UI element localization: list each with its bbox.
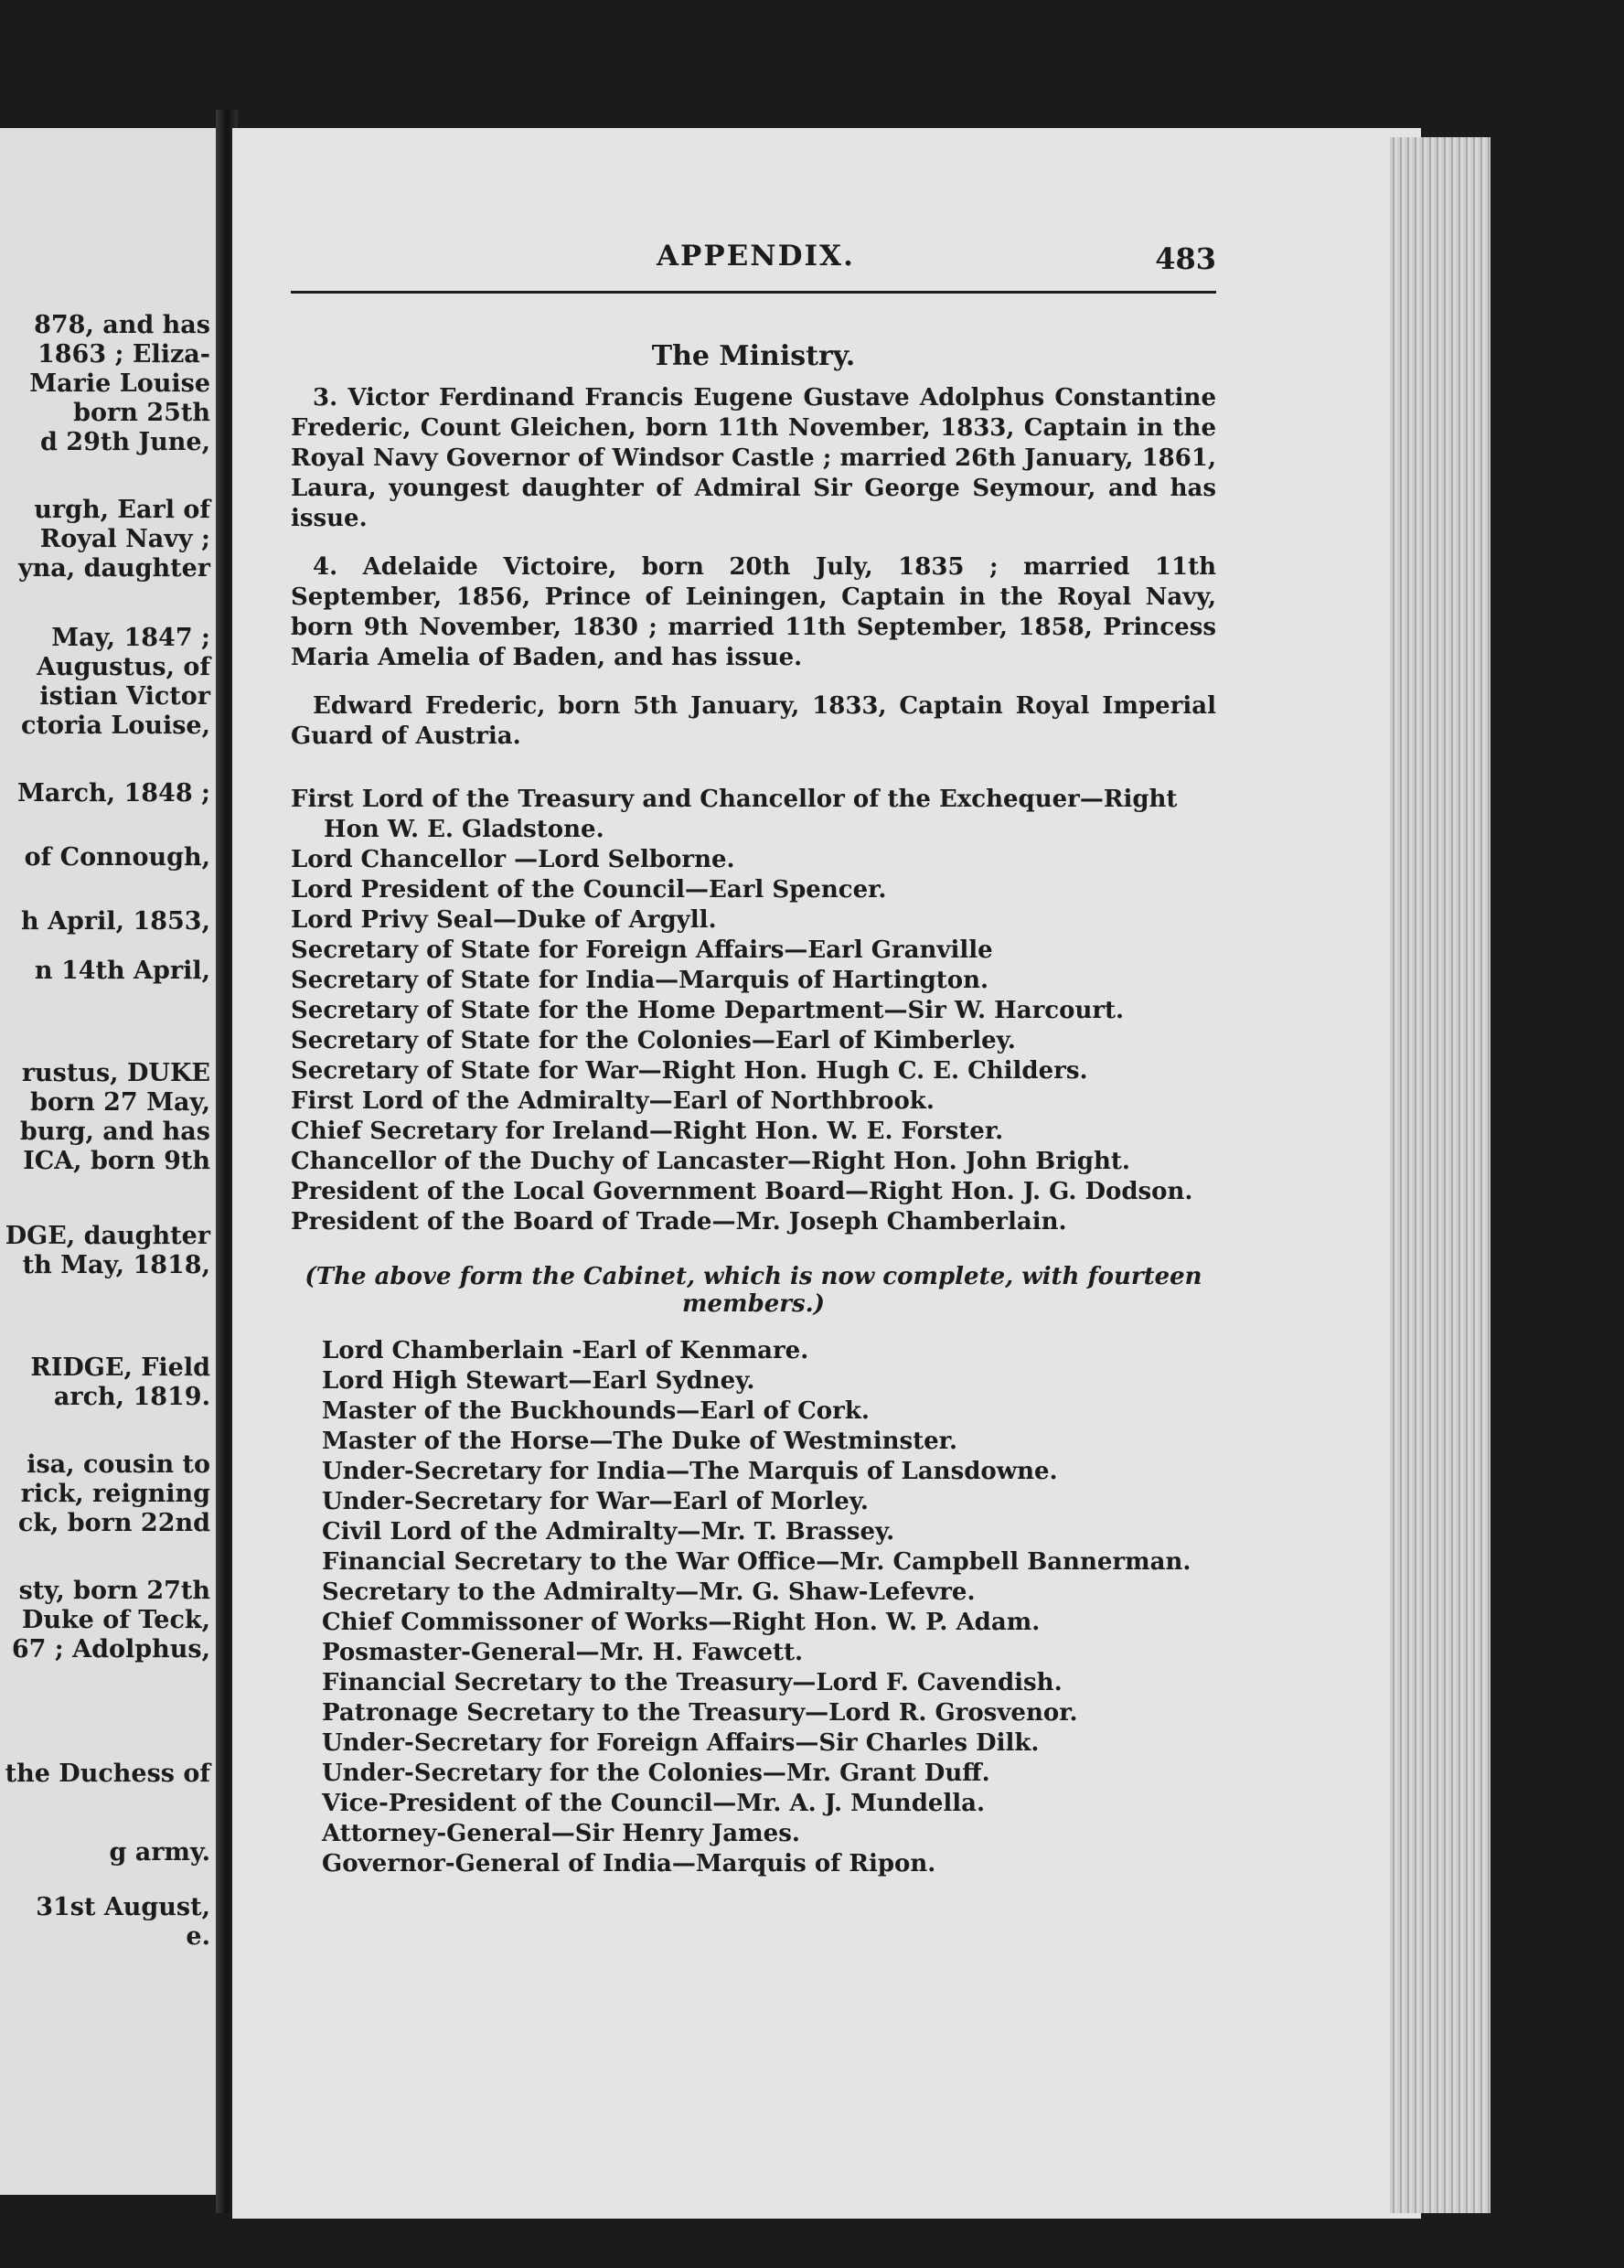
left-page-line: 878, and has: [34, 311, 210, 339]
left-page-line: istian Victor: [39, 682, 210, 711]
left-page-line: ICA, born 9th: [23, 1147, 210, 1175]
left-page-line: arch, 1819.: [53, 1383, 210, 1411]
office-entry: Attorney-General—Sir Henry James.: [322, 1820, 800, 1847]
cabinet-entry: Lord Privy Seal—Duke of Argyll.: [291, 906, 717, 934]
left-page-line: n 14th April,: [34, 957, 210, 985]
cabinet-entry: President of the Local Government Board—Right Hon. J. G. Dodson.: [291, 1178, 1193, 1205]
left-page-line: the Duchess of: [5, 1760, 210, 1788]
cabinet-entry: Secretary of State for Foreign Affairs—Earl Granville: [291, 936, 993, 964]
cabinet-entry: Secretary of State for War—Right Hon. Hugh C. E. Childers.: [291, 1057, 1088, 1085]
left-page-line: 67 ; Adolphus,: [11, 1635, 210, 1664]
office-entry: Secretary to the Admiralty—Mr. G. Shaw-Lefevre.: [322, 1578, 976, 1606]
left-page-line: ctoria Louise,: [21, 711, 210, 740]
office-entry: Patronage Secretary to the Treasury—Lord R. Grosvenor.: [322, 1699, 1078, 1727]
office-entry: Financial Secretary to the War Office—Mr. Campbell Bannerman.: [322, 1548, 1191, 1576]
paragraph: Edward Frederic, born 5th January, 1833, Captain Royal Imperial Guard of Austria.: [291, 692, 1216, 750]
office-entry: Under-Secretary for India—The Marquis of Lansdowne.: [322, 1458, 1058, 1485]
office-entry: Under-Secretary for Foreign Affairs—Sir Charles Dilk.: [322, 1729, 1040, 1757]
left-page-line: rustus, DUKE: [21, 1059, 210, 1087]
left-page-line: h April, 1853,: [21, 907, 210, 936]
left-page-line: of Connough,: [24, 843, 210, 872]
office-entry: Lord High Stewart—Earl Sydney.: [322, 1367, 755, 1395]
office-entry: Under-Secretary for War—Earl of Morley.: [322, 1488, 869, 1515]
left-page-line: ck, born 22nd: [17, 1509, 210, 1537]
left-page-line: born 27 May,: [29, 1088, 210, 1117]
left-page-line: RIDGE, Field: [30, 1353, 210, 1382]
cabinet-entry: Secretary of State for the Home Department—Sir W. Harcourt.: [291, 997, 1125, 1024]
page-edges: [1390, 137, 1490, 2213]
left-page-line: g army.: [109, 1838, 210, 1867]
office-entry: Financial Secretary to the Treasury—Lord F. Cavendish.: [322, 1669, 1063, 1696]
left-page-line: Duke of Teck,: [21, 1606, 210, 1634]
cabinet-entry: First Lord of the Admiralty—Earl of Northbrook.: [291, 1087, 935, 1115]
cabinet-entry: First Lord of the Treasury and Chancellor of the Exchequer—Right Hon W. E. Gladstone.: [291, 786, 1178, 843]
page-number: 483: [1155, 241, 1216, 276]
left-page-line: 31st August,: [36, 1893, 210, 1921]
office-entry: Lord Chamberlain -Earl of Kenmare.: [322, 1337, 809, 1364]
left-page-line: yna, daughter: [17, 554, 210, 583]
left-page-line: 1863 ; Eliza-: [37, 340, 210, 369]
office-entry: Master of the Horse—The Duke of Westminster.: [322, 1428, 958, 1455]
left-page-line: May, 1847 ;: [51, 624, 210, 652]
cabinet-entry: Lord President of the Council—Earl Spencer.: [291, 876, 887, 904]
cabinet-entry: President of the Board of Trade—Mr. Joseph Chamberlain.: [291, 1208, 1067, 1236]
cabinet-entry: Chief Secretary for Ireland—Right Hon. W. E. Forster.: [291, 1118, 1004, 1145]
left-page-line: e.: [186, 1922, 210, 1951]
office-entry: Under-Secretary for the Colonies—Mr. Grant Duff.: [322, 1760, 990, 1787]
left-page-line: isa, cousin to: [27, 1450, 210, 1479]
left-page-line: Royal Navy ;: [39, 525, 210, 553]
running-title: APPENDIX.: [657, 240, 855, 273]
office-entry: Governor-General of India—Marquis of Ripon.: [322, 1850, 936, 1878]
left-page-line: urgh, Earl of: [34, 496, 210, 524]
cabinet-entry: Lord Chancellor —Lord Selborne.: [291, 846, 735, 873]
paragraph: 3. Victor Ferdinand Francis Eugene Gustave Adolphus Constantine Frederic, Count Gleichen, born 11th November, 1833, Captain in the Royal Navy Governor of Windsor Castle ; married 26th January, 1861, Laura, youngest daughter of Admiral Sir George Seymour, and has issue.: [291, 384, 1216, 532]
running-header: [291, 240, 1216, 304]
left-page-line: sty, born 27th: [18, 1577, 210, 1605]
cabinet-list: [291, 785, 1216, 1237]
office-entry: Vice-President of the Council—Mr. A. J. Mundella.: [322, 1790, 986, 1817]
office-entry: Civil Lord of the Admiralty—Mr. T. Brassey.: [322, 1518, 895, 1546]
cabinet-entry: Secretary of State for the Colonies—Earl of Kimberley.: [291, 1027, 1016, 1054]
left-page-line: Augustus, of: [36, 653, 210, 681]
cabinet-entry: Chancellor of the Duchy of Lancaster—Right Hon. John Bright.: [291, 1148, 1130, 1175]
page-content: [291, 240, 1216, 1879]
header-rule: [291, 291, 1216, 294]
left-page-line: burg, and has: [19, 1118, 210, 1146]
offices-list: [291, 1336, 1216, 1879]
left-page-fragment: [0, 128, 216, 2195]
left-page-line: th May, 1818,: [22, 1251, 210, 1279]
left-page-line: born 25th: [73, 399, 210, 427]
paragraph: 4. Adelaide Victoire, born 20th July, 1835 ; married 11th September, 1856, Prince of Leiningen, Captain in the Royal Navy, born 9th November, 1830 ; married 11th September, 1858, Princess Maria Amelia of Baden, and has issue.: [291, 553, 1216, 671]
office-entry: Posmaster-General—Mr. H. Fawcett.: [322, 1639, 804, 1666]
left-page-line: d 29th June,: [40, 428, 210, 456]
office-entry: Chief Commissoner of Works—Right Hon. W. P. Adam.: [322, 1609, 1041, 1636]
section-title: The Ministry.: [651, 340, 856, 372]
left-page-line: Marie Louise: [29, 369, 210, 398]
office-entry: Master of the Buckhounds—Earl of Cork.: [322, 1397, 870, 1425]
left-page-line: DGE, daughter: [5, 1222, 210, 1250]
left-page-line: rick, reigning: [20, 1480, 210, 1508]
cabinet-entry: Secretary of State for India—Marquis of Hartington.: [291, 967, 989, 994]
left-page-line: March, 1848 ;: [17, 779, 210, 808]
cabinet-note: (The above form the Cabinet, which is now complete, with fourteen members.): [304, 1263, 1202, 1318]
